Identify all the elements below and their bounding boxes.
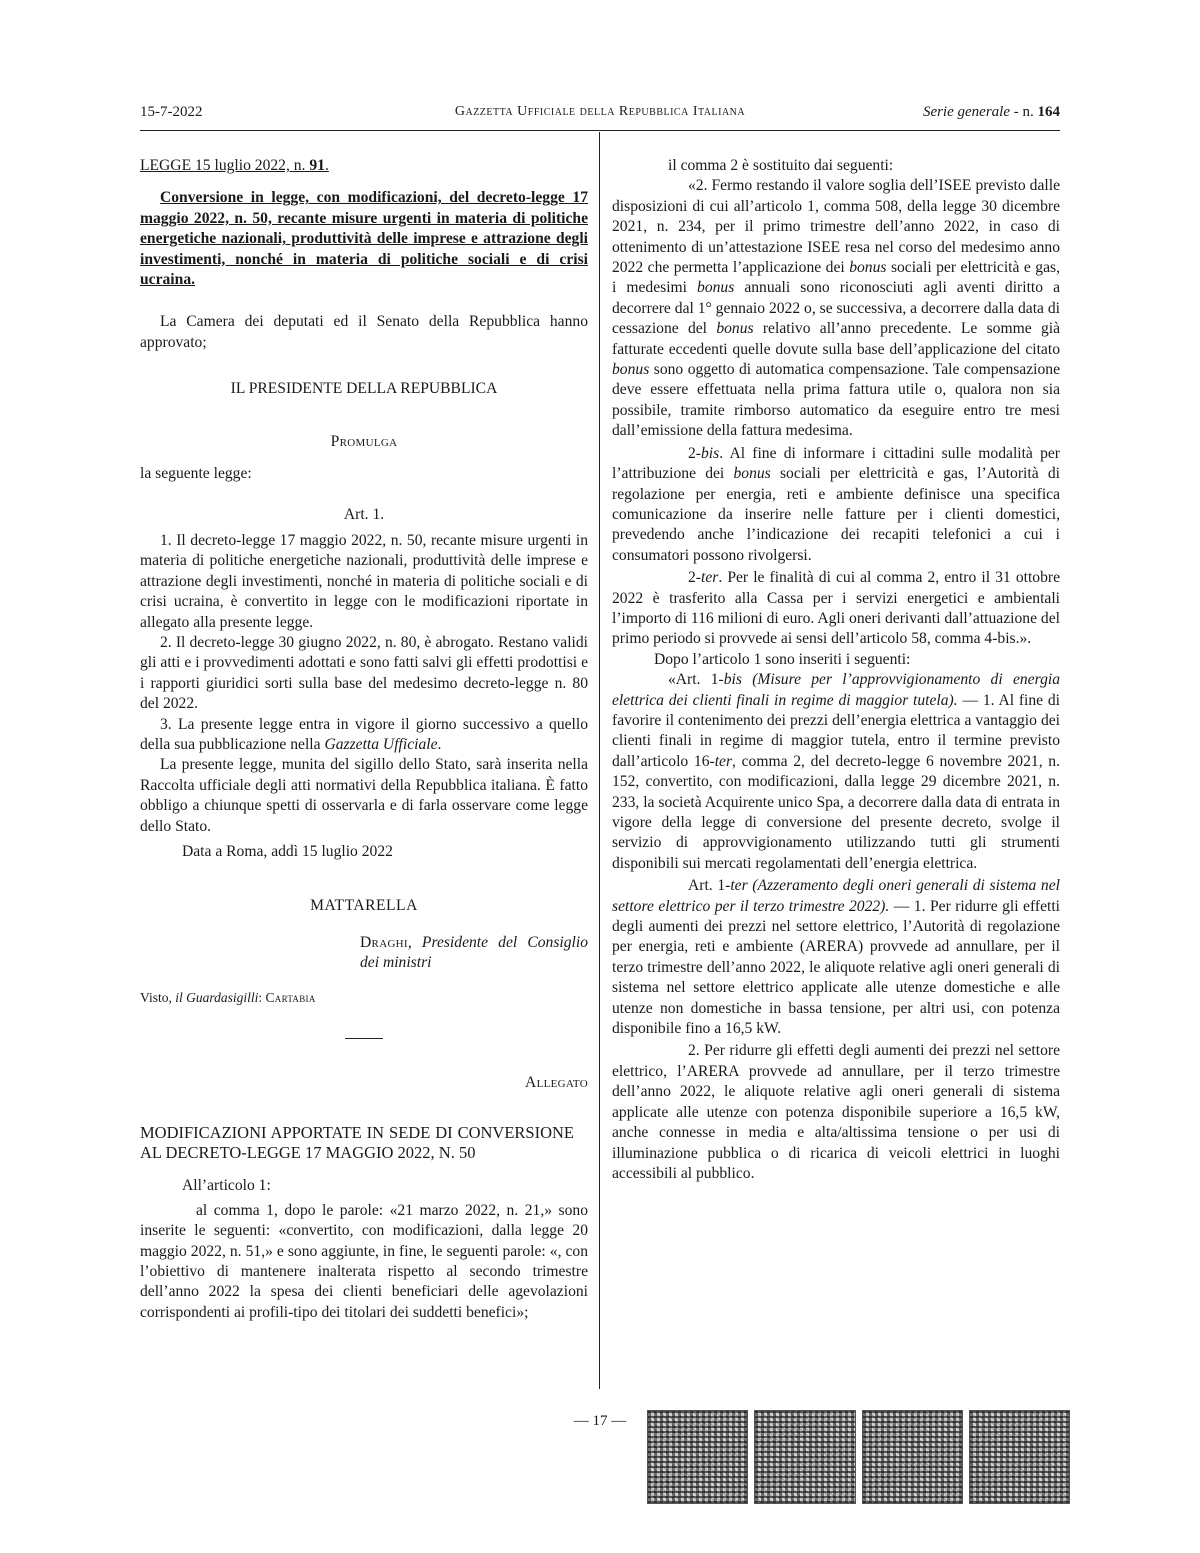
article-heading: Art. 1.: [343, 506, 385, 524]
law-subject: Conversione in legge, con modificazioni, del decreto-legge 17 maggio 2022, n. 50, recante misure urgenti in materia di politiche energetiche nazionali, produttività delle imprese e attrazione degli investimenti, nonché in materia di politiche sociali e di crisi ucraina.: [140, 189, 588, 289]
header-rule: [140, 130, 1060, 131]
header-serie-number: 164: [1037, 104, 1060, 120]
comma-2-bis-text: 2-bis. Al fine di informare i cittadini sulle modalità per l’attribuzione dei bonus sociali per elettricità e gas, l’Autorità di regolazione per energia, reti e ambiente definisce una specifica comunicazione da inserire nelle fatture per i clienti domestici, prevedendo anche l’indicazione dei recapiti telefonici a cui i consumatori possono rivolgersi.: [612, 444, 1060, 564]
comma-2-ter-text: 2-ter. Per le finalità di cui al comma 2, entro il 31 ottobre 2022 è trasferito alla Cassa per i servizi energetici e ambientali l’importo di 116 milioni di euro. Agli oneri derivanti dall’attuazione del primo periodo si provvede ai sensi dell’articolo 58, comma 4-bis.».: [612, 569, 1060, 648]
president-heading: IL PRESIDENTE DELLA REPUBBLICA: [230, 380, 498, 398]
separator-line: [345, 1038, 383, 1039]
signer-draghi: Draghi, Presidente del Consiglio dei ministri: [360, 933, 588, 972]
approval-text: La Camera dei deputati ed il Senato della Repubblica hanno approvato;: [140, 313, 588, 351]
header-gazette-title: Gazzetta Ufficiale della Repubblica Italiana: [454, 104, 746, 119]
comma-2-text: «2. Fermo restando il valore soglia dell’ISEE previsto dalle disposizioni di cui all’articolo 1, comma 508, della legge 30 dicembre 2021, n. 234, per il primo trimestre dell’anno 2022, in caso di ottenimento di un’attestazione ISEE resa nel corso del medesimo anno 2022 che permetta l’applicazione dei bonus sociali per elettricità e gas, i medesimi bonus annuali sono riconosciuti agli aventi diritto a decorrere dal 1° gennaio 2022 o, se successiva, a decorrere dalla data di cessazione del bonus relativo all’anno precedente. Le somme già fatturate eccedenti quelle dovute sulla base dell’applicazione del citato bonus sono oggetto di automatica compensazione. Tale compensazione deve essere effettuata nella prima fattura utile o, qualora non sia possibile, tramite rimborso automatico da eseguire entro tre mesi dall’emissione della fattura medesima.: [612, 177, 1060, 440]
column-divider: [599, 132, 600, 1389]
article-paragraph-4: La presente legge, munita del sigillo dello Stato, sarà inserita nella Raccolta ufficiale degli atti normativi della Repubblica italiana. È fatto obbligo a chiunque spetti di osservarla e di farla osservare come legge dello Stato.: [140, 756, 588, 835]
page-header: [140, 104, 1060, 128]
comma-1-text: al comma 1, dopo le parole: «21 marzo 2022, n. 21,» sono inserite le seguenti: «convertito, con modificazioni, dalla legge 20 maggio 2022, n. 51,» e sono aggiunte, in fine, le seguenti parole: «, con l’obiettivo di mantenere inalterata rispetto al secondo trimestre dell’anno 2022 la spesa dei clienti beneficiari delle agevolazioni corrispondenti ai profili-tipo dei titolari dei suddetti benefici»;: [140, 1201, 588, 1321]
art-1-bis-text: «Art. 1-bis (Misure per l’approvvigionamento di energia elettrica dei clienti finali in regime di maggior tutela). — 1. Al fine di favorire il contenimento dei prezzi dell’energia elettrica a vantaggio dei clienti finali in regime di maggior tutela, entro il termine previsto dall’articolo 16-ter, comma 2, del decreto-legge 6 novembre 2021, n. 152, convertito, con modificazioni, dalla legge 29 dicembre 2021, n. 233, la società Acquirente unico Spa, a decorrere dalla data di entrata in vigore della legge di conversione del presente decreto, svolge il servizio di approvvigionamento utilizzando tutti gli strumenti disponibili sui mercati regolamentati dell’energia elettrica.: [612, 671, 1060, 872]
allegato-label: Allegato: [525, 1074, 588, 1091]
promulga-heading: Promulga: [330, 432, 398, 450]
seguente-legge: la seguente legge:: [140, 465, 252, 483]
signer-mattarella: MATTARELLA: [310, 897, 418, 915]
header-serie-sep: - n.: [1010, 104, 1038, 120]
dopo-articolo-intro: Dopo l’articolo 1 sono inseriti i seguenti:: [654, 650, 911, 668]
modifiche-heading: MODIFICAZIONI APPORTATE IN SEDE DI CONVERSIONE AL DECRETO-LEGGE 17 MAGGIO 2022, N. 50: [140, 1123, 574, 1163]
article-paragraph-3: 3. La presente legge entra in vigore il giorno successivo a quello della sua pubblicazione nella Gazzetta Ufficiale.: [140, 715, 588, 753]
right-column: [612, 156, 1060, 1184]
barcode-image: [647, 1410, 748, 1504]
law-number: 91: [309, 157, 325, 174]
header-date: 15-7-2022: [140, 104, 203, 120]
left-column: [140, 156, 588, 1323]
dated-line: Data a Roma, addì 15 luglio 2022: [182, 842, 393, 860]
barcode-image: [754, 1410, 855, 1504]
art-1-ter-comma-2: 2. Per ridurre gli effetti degli aumenti dei prezzi nel settore elettrico, l’ARERA provvede ad annullare, per il terzo trimestre dell’anno 2022, le aliquote relative agli oneri generali di sistema applicate alle utenze con potenza disponibile superiore a 16,5 kW, anche connesse in media e alta/altissima tensione o per usi di illuminazione pubblica o di ricarica di veicoli elettrici in luoghi accessibili al pubblico.: [612, 1042, 1060, 1182]
article-paragraph-1: 1. Il decreto-legge 17 maggio 2022, n. 50, recante misure urgenti in materia di politiche energetiche nazionali, produttività delle imprese e attrazione degli investimenti, nonché in materia di politiche sociali e di crisi ucraina, è convertito in legge con le modificazioni riportate in allegato alla presente legge.: [140, 531, 588, 631]
barcode-image: [862, 1410, 963, 1504]
visto-guardasigilli: Visto, il Guardasigilli: Cartabia: [140, 989, 316, 1005]
article-paragraph-2: 2. Il decreto-legge 30 giugno 2022, n. 80, è abrogato. Restano validi gli atti e i provvedimenti adottati e sono fatti salvi gli effetti prodottisi e i rapporti giuridici sorti sulla base del medesimo decreto-legge n. 80 del 2022.: [140, 633, 588, 713]
all-articolo-1: All’articolo 1:: [182, 1177, 271, 1195]
art-1-ter-text: Art. 1-ter (Azzeramento degli oneri generali di sistema nel settore elettrico per il terzo trimestre 2022). — 1. Per ridurre gli effetti degli aumenti dei prezzi nel settore elettrico, l’Autorità di regolazione per energia, reti e ambiente (ARERA) provvede ad annullare, per il terzo trimestre dell’anno 2022, le aliquote relative agli oneri generali di sistema nel settore elettrico applicate alle utenze domestiche e alle utenze non domestiche in bassa tensione, per altri usi, con potenza disponibile fino a 16,5 kW.: [612, 877, 1060, 1038]
barcode-strip: [647, 1410, 1070, 1502]
page-number: — 17 —: [573, 1413, 627, 1429]
header-serie-label: Serie generale: [922, 104, 1010, 120]
law-title: LEGGE 15 luglio 2022, n. 91.: [140, 157, 329, 174]
barcode-image: [969, 1410, 1070, 1504]
header-serie: [923, 104, 1060, 121]
comma-2-intro: il comma 2 è sostituito dai seguenti:: [668, 157, 894, 174]
